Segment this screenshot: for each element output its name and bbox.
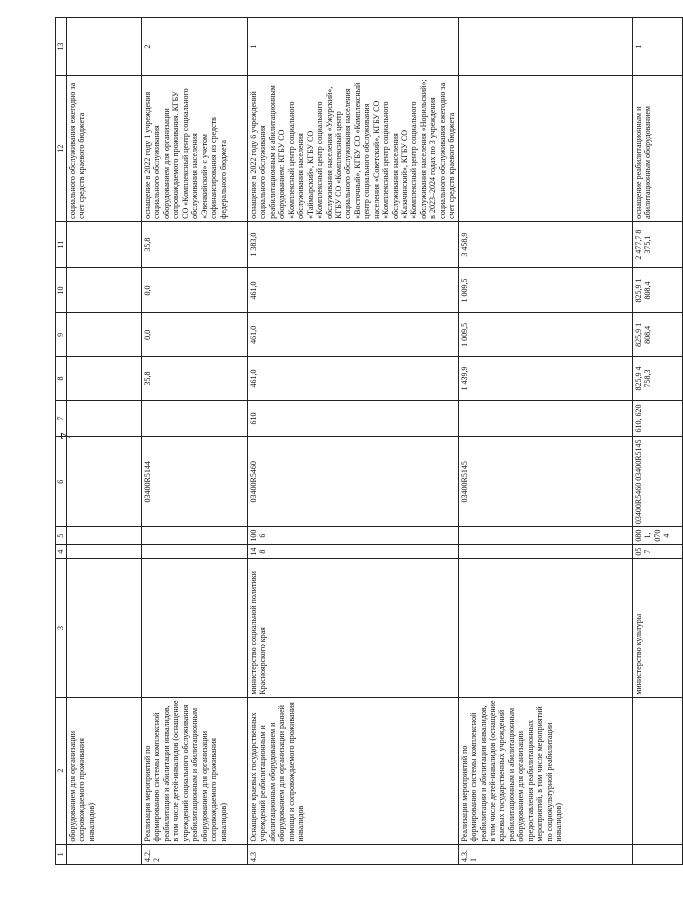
column-number-row	[56, 18, 67, 865]
table-row	[142, 18, 248, 865]
section-code-cell	[458, 527, 632, 544]
column-header: 1	[56, 844, 67, 864]
executor-cell	[142, 559, 248, 697]
target-article-cell: 03400R5144	[142, 437, 248, 527]
amount-2022-cell: 825,9 4 758,3	[632, 357, 682, 401]
indicator-link-cell	[67, 18, 142, 76]
measure-name-cell: Реализация мероприятий по формированию системы комплексной реабилитации и абилитации инвалидов, в том числе детей-инвалидов (оснащение учреждений социального обслуживания реабилитационным и абилитационным оборудованием для организации сопровождаемого проживания инвалидов)	[142, 697, 248, 844]
measure-name-cell	[632, 697, 682, 844]
table-row	[458, 18, 632, 865]
row-number-cell	[67, 844, 142, 864]
amount-total-cell: 35,8	[142, 221, 248, 268]
amount-2024-cell	[67, 268, 142, 313]
program-measures-table	[55, 17, 683, 865]
expense-type-cell: 610, 620	[632, 400, 682, 436]
measure-name-cell: оборудованием для организации сопровождаемого проживания инвалидов)	[67, 697, 142, 844]
expected-result-cell: социального обслуживания ежегодно за счет средств краевого бюджета	[67, 76, 142, 222]
amount-2024-cell: 461,0	[248, 268, 459, 313]
target-article-cell: 03400R5460 03400R5145	[632, 437, 682, 527]
column-header: 5	[56, 527, 67, 544]
amount-2024-cell: 0,0	[142, 268, 248, 313]
amount-2022-cell	[67, 357, 142, 401]
expense-type-cell	[67, 400, 142, 436]
executor-cell: министерство социальной политики Красноярского края	[248, 559, 459, 697]
column-header: 11	[56, 221, 67, 268]
amount-2023-cell: 825,9 1 808,4	[632, 313, 682, 357]
indicator-link-cell: 2	[142, 18, 248, 76]
indicator-link-cell	[458, 18, 632, 76]
indicator-link-cell: 1	[248, 18, 459, 76]
amount-2022-cell: 35,8	[142, 357, 248, 401]
row-number-cell	[632, 844, 682, 864]
target-article-cell: 03400R5460	[248, 437, 459, 527]
column-header: 3	[56, 559, 67, 697]
expense-type-cell: 610	[248, 400, 459, 436]
expense-type-cell	[142, 400, 248, 436]
target-article-cell	[67, 437, 142, 527]
column-header: 10	[56, 268, 67, 313]
amount-2022-cell: 1 439,9	[458, 357, 632, 401]
row-number-cell: 4.3	[248, 844, 459, 864]
section-code-cell	[142, 527, 248, 544]
section-code-cell	[67, 527, 142, 544]
indicator-link-cell: 1	[632, 18, 682, 76]
grbs-code-cell	[142, 544, 248, 559]
section-code-cell: 1006	[248, 527, 459, 544]
grbs-code-cell	[67, 544, 142, 559]
amount-total-cell: 1 383,0	[248, 221, 459, 268]
amount-total-cell	[67, 221, 142, 268]
expected-result-cell: оснащение в 2022 году 6 учреждений социального обслуживания реабилитационным и абилитационным оборудованием: КГБУ СО «Комплексный центр социального обслуживания населения «Таймырский», КГБУ СО «Комплексный центр социального обслуживания населения «Ужурский», КГБУ СО «Комплексный центр социального обслуживания населения «Восточный», КГБУ СО «Комплексный центр социального обслуживания населения «Советский», КГБУ СО «Комплексный центр социального обслуживания населения «Казачинский», КГБУ СО «Комплексный центр социального обслуживания населения «Норильский»; в 2023–2024 годах по 3 учреждения социального обслуживания ежегодно за счет средств краевого бюджета	[248, 76, 459, 222]
table-row	[67, 18, 142, 865]
row-number-cell: 4.3.1	[458, 844, 632, 864]
table-row	[248, 18, 459, 865]
column-header: 8	[56, 357, 67, 401]
section-code-cell: 0801, 0704	[632, 527, 682, 544]
row-number-cell: 4.2.2	[142, 844, 248, 864]
column-header: 2	[56, 697, 67, 844]
expense-type-cell	[458, 400, 632, 436]
executor-cell	[458, 559, 632, 697]
expected-result-cell	[458, 76, 632, 222]
amount-2023-cell: 461,0	[248, 313, 459, 357]
column-header: 9	[56, 313, 67, 357]
amount-2023-cell: 1 009,5	[458, 313, 632, 357]
table-row	[632, 18, 682, 865]
column-header: 7	[56, 400, 67, 436]
document-table-rotated	[55, 17, 671, 865]
target-article-cell: 03400R5145	[458, 437, 632, 527]
amount-2023-cell	[67, 313, 142, 357]
column-header: 13	[56, 18, 67, 76]
measure-name-cell: Оснащение краевых государственных учреждений реабилитационным и абилитационным оборудованием и оборудованием для организации ранней помощи и сопровождаемого проживания инвалидов	[248, 697, 459, 844]
grbs-code-cell: 148	[248, 544, 459, 559]
amount-total-cell: 2 477,7 8 375,1	[632, 221, 682, 268]
column-header: 4	[56, 544, 67, 559]
amount-2024-cell: 1 009,5	[458, 268, 632, 313]
expected-result-cell: оснащение в 2022 году 1 учреждения социального обслуживания оборудованием для организации сопровождаемого проживания. КГБУ СО «Комплексный центр социального обслуживания населения «Эвенкийский» с учетом софинансирования из средств федерального бюджета	[142, 76, 248, 222]
executor-cell	[67, 559, 142, 697]
amount-total-cell: 3 458,9	[458, 221, 632, 268]
expected-result-cell: оснащение реабилитационным и абилитационным оборудованием	[632, 76, 682, 222]
column-header: 12	[56, 76, 67, 222]
amount-2023-cell: 0,0	[142, 313, 248, 357]
grbs-code-cell	[458, 544, 632, 559]
executor-cell: министерство культуры	[632, 559, 682, 697]
grbs-code-cell: 057	[632, 544, 682, 559]
measure-name-cell: Реализация мероприятий по формированию системы комплексной реабилитации и абилитации инвалидов, в том числе детей-инвалидов (оснащение краевых государственных учреждений реабилитационным и абилитационным оборудованием для организации предоставления реабилитационных мероприятий, в том числе мероприятий по социокультурной реабилитации инвалидов)	[458, 697, 632, 844]
amount-2022-cell: 461,0	[248, 357, 459, 401]
page-number: 7	[59, 432, 74, 440]
amount-2024-cell: 825,9 1 808,4	[632, 268, 682, 313]
column-header: 6	[56, 437, 67, 527]
